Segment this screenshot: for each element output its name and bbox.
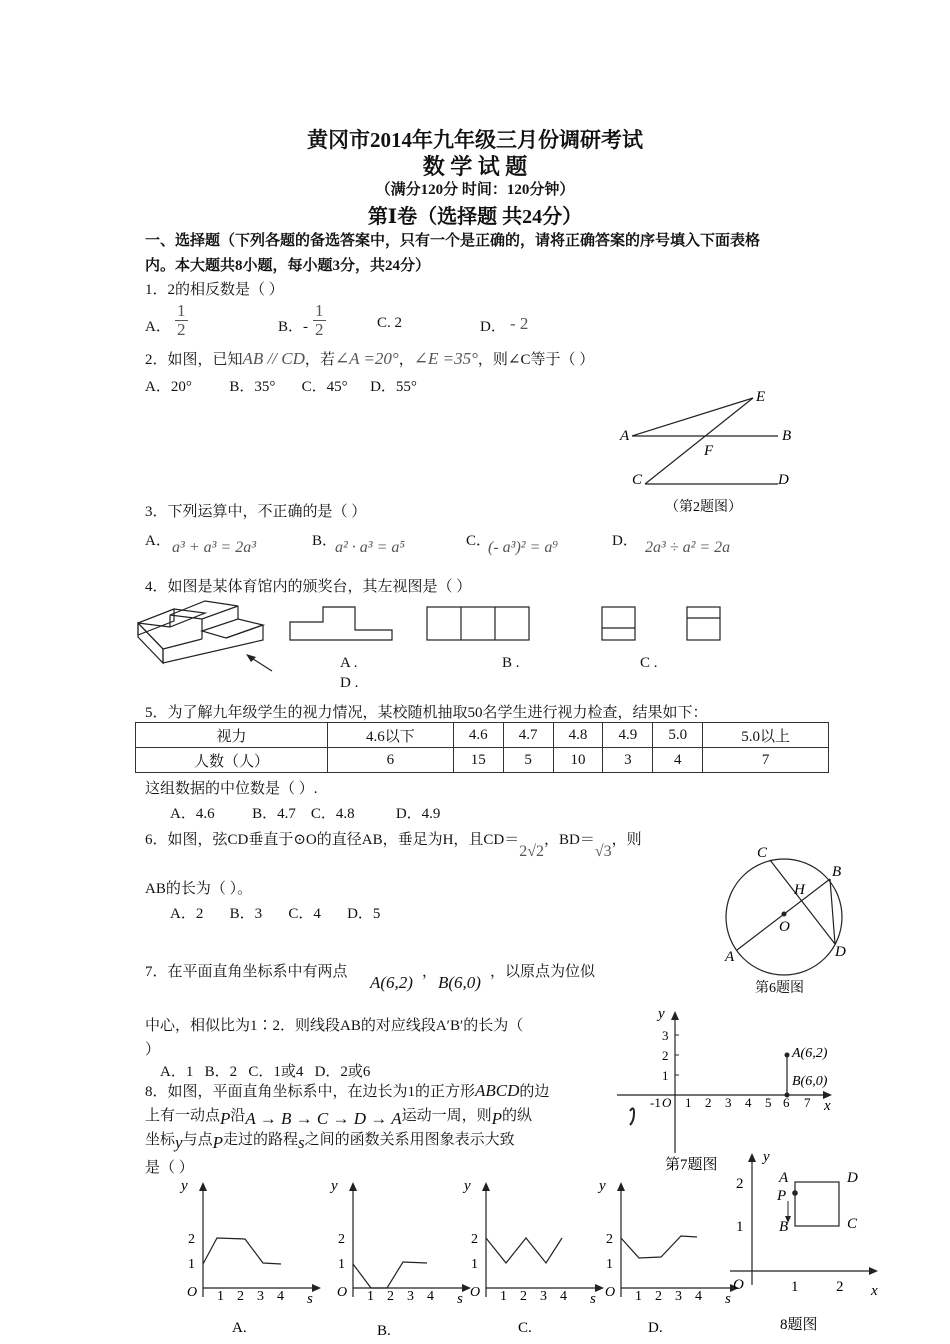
line-ae bbox=[632, 398, 753, 436]
tick-y-1: 1 bbox=[662, 1068, 669, 1083]
q6-options: A．2 B．3 C．4 D．5 bbox=[170, 906, 381, 922]
q8-line2-a: 上有一动点 bbox=[145, 1108, 221, 1124]
q6-stem-end: ，则 bbox=[611, 832, 642, 848]
q8-square-figure bbox=[728, 1145, 888, 1340]
q4-podium-figure bbox=[130, 595, 280, 675]
q4-option-b-shape bbox=[425, 605, 533, 643]
q2-stem: 2．如图，已知AB // CD，若∠A =20°，∠E =35°，则∠C等于（ ） bbox=[145, 349, 595, 368]
q6-line2: AB的长为（ ）。 bbox=[145, 881, 253, 897]
tick-y-1: 1 bbox=[736, 1219, 744, 1235]
origin: O bbox=[337, 1285, 348, 1300]
tick-x-6: 6 bbox=[783, 1095, 790, 1110]
q7-options: A．1 B．2 C．1或4 D．2或6 bbox=[160, 1064, 371, 1080]
circle-o bbox=[726, 859, 842, 975]
graph-label: C. bbox=[518, 1320, 532, 1336]
q1-frac-a-num: 1 bbox=[177, 301, 186, 320]
tick-x2: 2 bbox=[237, 1289, 244, 1304]
tick-x-5: 5 bbox=[765, 1095, 772, 1110]
line-ec bbox=[645, 398, 753, 484]
label-p: P bbox=[777, 1188, 787, 1204]
tick-x2: 2 bbox=[520, 1289, 527, 1304]
q4-option-a-shape bbox=[288, 604, 398, 644]
q8-line3-b: 与点 bbox=[182, 1132, 213, 1148]
square-abcd bbox=[795, 1182, 839, 1226]
q8-path: A → B → C → D → A bbox=[245, 1109, 402, 1128]
q5-after: 这组数据的中位数是（ ）. bbox=[145, 781, 318, 797]
tick-x-7: 7 bbox=[804, 1095, 811, 1110]
label-b: B bbox=[782, 428, 792, 444]
axis-y: y bbox=[181, 1178, 188, 1194]
q1-frac-b bbox=[313, 302, 326, 339]
q1-frac-b-den: 2 bbox=[315, 319, 324, 339]
origin: O bbox=[470, 1285, 481, 1300]
graph-label: A. bbox=[232, 1320, 247, 1336]
q8-caption: 8题图 bbox=[780, 1317, 818, 1333]
q2-stem-a: 2．如图，已知 bbox=[145, 352, 243, 368]
q1-frac-b-num: 1 bbox=[315, 301, 324, 320]
q8-line3-a: 坐标 bbox=[145, 1132, 176, 1148]
q6-stem-a: 6．如图，弦CD垂直于⊙O的直径AB，垂足为H，且CD＝ bbox=[145, 832, 520, 848]
q2-stem-b: ，若 bbox=[304, 352, 335, 368]
tick-x1: 1 bbox=[500, 1289, 507, 1304]
q1-option-a: A． bbox=[145, 319, 171, 335]
q3-option-d: D． bbox=[612, 533, 638, 549]
label-d: D bbox=[847, 1170, 858, 1186]
label-b: B bbox=[779, 1219, 789, 1235]
q3-stem: 3．下列运算中，不正确的是（ ） bbox=[145, 504, 367, 520]
table-cell: 15 bbox=[453, 748, 503, 773]
q7-line3: ） bbox=[145, 1042, 161, 1058]
q3-option-a: A． bbox=[145, 533, 171, 549]
label-h: H bbox=[794, 882, 805, 898]
tick-x3: 3 bbox=[675, 1289, 682, 1304]
q4-label-d: D . bbox=[340, 675, 359, 691]
point-a bbox=[785, 1053, 790, 1058]
tick-2: 2 bbox=[606, 1232, 613, 1247]
label-a: A bbox=[725, 949, 735, 965]
q3-expr-c: (- a³)² = a⁹ bbox=[488, 539, 558, 556]
label-d: D bbox=[778, 472, 789, 488]
tick-x4: 4 bbox=[277, 1289, 284, 1304]
q2-stem-c: ，则∠C等于（ ） bbox=[477, 352, 595, 368]
tick-x-2: 2 bbox=[705, 1095, 712, 1110]
q3-expr-b: a² · a³ = a⁵ bbox=[335, 539, 405, 556]
q3-option-b: B． bbox=[312, 533, 338, 549]
q8-graph-a bbox=[175, 1172, 330, 1344]
axis-s: s bbox=[307, 1291, 313, 1307]
y-label: y bbox=[763, 1149, 770, 1165]
y-arrow bbox=[748, 1153, 756, 1162]
q6-circle-figure bbox=[715, 842, 865, 997]
q3-option-c: C． bbox=[466, 533, 492, 549]
part-title: 第Ⅰ卷（选择题 共24分） bbox=[367, 206, 583, 228]
q2-expr-angle-a: ∠A =20° bbox=[334, 349, 399, 368]
q2-expr-parallel: AB // CD bbox=[242, 349, 305, 368]
tick-x1: 1 bbox=[367, 1289, 374, 1304]
tick-1: 1 bbox=[606, 1257, 613, 1272]
vision-table-row bbox=[136, 748, 829, 773]
table-cell: 7 bbox=[703, 748, 829, 773]
origin-label: O bbox=[733, 1277, 744, 1293]
q8-line4: 是（ ） bbox=[145, 1160, 194, 1176]
label-a: A bbox=[779, 1170, 789, 1186]
stray-mark bbox=[630, 1108, 634, 1125]
label-c: C bbox=[757, 845, 768, 861]
table-cell: 6 bbox=[328, 748, 454, 773]
tick-1: 1 bbox=[188, 1257, 195, 1272]
label-point-b: B(6,0) bbox=[792, 1074, 828, 1089]
origin: O bbox=[187, 1285, 198, 1300]
x-label: x bbox=[824, 1098, 831, 1114]
graph-label: B. bbox=[377, 1323, 391, 1339]
q8-square: ABCD bbox=[475, 1081, 520, 1100]
exam-meta: （满分120分 时间：120分钟） bbox=[375, 182, 575, 198]
q1-frac-a-den: 2 bbox=[177, 319, 186, 339]
tick-y-2: 2 bbox=[736, 1176, 744, 1192]
tick-1: 1 bbox=[471, 1257, 478, 1272]
q1-stem: 1．2的相反数是（ ） bbox=[145, 282, 284, 298]
axis-s: s bbox=[457, 1291, 463, 1307]
q8-graph-b bbox=[325, 1172, 480, 1344]
x-arrow bbox=[869, 1267, 878, 1275]
tick-1: 1 bbox=[338, 1257, 345, 1272]
tick-x1: 1 bbox=[635, 1289, 642, 1304]
vision-table-header bbox=[136, 723, 829, 748]
moving-point-p bbox=[792, 1190, 798, 1196]
q7-point-b: B(6,0) bbox=[438, 973, 481, 992]
q7-comma: ， bbox=[422, 964, 438, 980]
q3-expr-d: 2a³ ÷ a² = 2a bbox=[645, 539, 731, 556]
q8-point-p3: P bbox=[212, 1133, 223, 1152]
table-cell: 3 bbox=[603, 748, 653, 773]
q8-var-y: y bbox=[175, 1133, 183, 1152]
tick-y-2: 2 bbox=[662, 1048, 669, 1063]
tick-x3: 3 bbox=[540, 1289, 547, 1304]
q8-graph-d bbox=[593, 1172, 748, 1344]
q6-cd-value: 2√2 bbox=[519, 843, 545, 860]
q2-figure bbox=[610, 380, 810, 520]
tick-x2: 2 bbox=[655, 1289, 662, 1304]
table-cell: 人数（人） bbox=[136, 748, 328, 773]
table-cell: 4.6以下 bbox=[328, 723, 454, 748]
label-o: O bbox=[779, 919, 790, 935]
q8-line2-d: 的纵 bbox=[501, 1108, 532, 1124]
q8-line2-b: 沿 bbox=[230, 1108, 246, 1124]
y-label: y bbox=[658, 1006, 665, 1022]
tick-x-1: 1 bbox=[685, 1095, 692, 1110]
q8-line3 bbox=[145, 1128, 515, 1152]
tick-x-3: 3 bbox=[725, 1095, 732, 1110]
subject-title: 数 学 试 题 bbox=[422, 154, 528, 179]
label-b: B bbox=[832, 864, 842, 880]
section-instructions-line1: 一、选择题（下列各题的备选答案中，只有一个是正确的，请将正确答案的序号填入下面表格 bbox=[145, 233, 761, 249]
q8-line3-c: 走过的路程 bbox=[222, 1132, 298, 1148]
tick-x-2: 2 bbox=[836, 1279, 844, 1295]
q7-caption: 第7题图 bbox=[665, 1157, 718, 1173]
label-point-a: A(6,2) bbox=[792, 1046, 828, 1061]
q8-line1 bbox=[145, 1080, 549, 1101]
axis-y: y bbox=[599, 1178, 606, 1194]
q5-options: A．4.6 B．4.7 C．4.8 D．4.9 bbox=[170, 806, 441, 822]
x-label: x bbox=[871, 1283, 878, 1299]
label-d: D bbox=[835, 944, 846, 960]
label-c: C bbox=[847, 1216, 858, 1232]
table-cell: 10 bbox=[553, 748, 603, 773]
table-cell: 5 bbox=[503, 748, 553, 773]
q2-expr-angle-e: ∠E =35° bbox=[413, 349, 478, 368]
q6-stem bbox=[145, 828, 642, 860]
table-cell: 4.6 bbox=[453, 723, 503, 748]
y-arrow bbox=[671, 1011, 679, 1020]
q4-label-c: C . bbox=[640, 655, 658, 671]
table-cell: 4.9 bbox=[603, 723, 653, 748]
graph-label: D. bbox=[648, 1320, 663, 1336]
table-cell: 4 bbox=[653, 748, 703, 773]
q8-graph-c bbox=[458, 1172, 616, 1344]
exam-title: 黄冈市2014年九年级三月份调研考试 bbox=[307, 128, 643, 152]
table-cell: 4.7 bbox=[503, 723, 553, 748]
center-point bbox=[782, 912, 787, 917]
table-cell: 5.0 bbox=[653, 723, 703, 748]
tick-x-1: 1 bbox=[791, 1279, 799, 1295]
table-cell: 4.8 bbox=[553, 723, 603, 748]
tick-2: 2 bbox=[338, 1232, 345, 1247]
axis-y: y bbox=[464, 1178, 471, 1194]
tick-x3: 3 bbox=[407, 1289, 414, 1304]
q7-stem-end: ，以原点为位似 bbox=[490, 964, 596, 980]
axis-s: s bbox=[725, 1291, 731, 1307]
tick-x-neg1: -1 bbox=[650, 1095, 661, 1110]
q8-line1-a: 8．如图，平面直角坐标系中，在边长为1的正方形 bbox=[145, 1084, 476, 1100]
q3-expr-a: a³ + a³ = 2a³ bbox=[172, 539, 256, 556]
tick-x3: 3 bbox=[257, 1289, 264, 1304]
tick-x4: 4 bbox=[560, 1289, 567, 1304]
label-c: C bbox=[632, 472, 643, 488]
q7-stem bbox=[145, 960, 348, 981]
table-cell: 视力 bbox=[136, 723, 328, 748]
tick-x4: 4 bbox=[427, 1289, 434, 1304]
q8-line2-c: 运动一周，则 bbox=[401, 1108, 492, 1124]
q1-option-d: D． bbox=[480, 319, 506, 335]
tick-x2: 2 bbox=[387, 1289, 394, 1304]
origin: O bbox=[605, 1285, 616, 1300]
tick-y-3: 3 bbox=[662, 1028, 669, 1043]
label-a: A bbox=[620, 428, 630, 444]
label-f: F bbox=[704, 443, 714, 459]
tick-x-4: 4 bbox=[745, 1095, 752, 1110]
q7-point-a: A(6,2) bbox=[370, 973, 413, 992]
vision-table bbox=[135, 722, 829, 773]
q4-label-b: B . bbox=[502, 655, 520, 671]
q1-option-c: C. 2 bbox=[377, 315, 403, 331]
q4-stem: 4．如图是某体育馆内的颁奖台，其左视图是（ ） bbox=[145, 579, 472, 595]
tick-2: 2 bbox=[471, 1232, 478, 1247]
q2-options: A．20° B．35° C．45° D．55° bbox=[145, 379, 417, 395]
table-cell: 5.0以上 bbox=[703, 723, 829, 748]
q8-point-p2: P bbox=[491, 1109, 502, 1128]
q6-stem-mid: ，BD＝ bbox=[544, 832, 595, 848]
label-e: E bbox=[756, 389, 766, 405]
q1-option-b: B．- bbox=[278, 319, 309, 335]
q8-point-p: P bbox=[220, 1109, 231, 1128]
tick-2: 2 bbox=[188, 1232, 195, 1247]
q6-bd-value: √3 bbox=[594, 843, 612, 860]
q4-option-d-shape bbox=[685, 605, 725, 643]
axis-s: s bbox=[590, 1291, 596, 1307]
q2-caption: （第2题图） bbox=[665, 500, 742, 515]
q7-line2: 中心，相似比为1∶2．则线段AB的对应线段A′B′的长为（ bbox=[145, 1018, 524, 1034]
q8-line1-b: 的边 bbox=[519, 1084, 550, 1100]
q4-label-a: A . bbox=[340, 655, 358, 671]
axis-y: y bbox=[331, 1178, 338, 1194]
q8-line2 bbox=[145, 1104, 532, 1128]
q1-option-d-value: - 2 bbox=[510, 314, 529, 333]
q8-line3-d: 之间的函数关系用图象表示大致 bbox=[304, 1132, 515, 1148]
q6-caption: 第6题图 bbox=[755, 981, 804, 996]
section-instructions-line2: 内。本大题共8小题，每小题3分，共24分） bbox=[145, 258, 431, 274]
origin-label: O bbox=[662, 1095, 672, 1110]
tick-x1: 1 bbox=[217, 1289, 224, 1304]
tick-x4: 4 bbox=[695, 1289, 702, 1304]
q7-stem-a: 7．在平面直角坐标系中有两点 bbox=[145, 964, 348, 980]
q4-option-c-shape bbox=[600, 605, 640, 643]
q8-var-s: s bbox=[297, 1133, 305, 1152]
q5-stem: 5．为了解九年级学生的视力情况，某校随机抽取50名学生进行视力检查，结果如下： bbox=[145, 705, 708, 721]
q1-frac-a bbox=[175, 302, 188, 339]
